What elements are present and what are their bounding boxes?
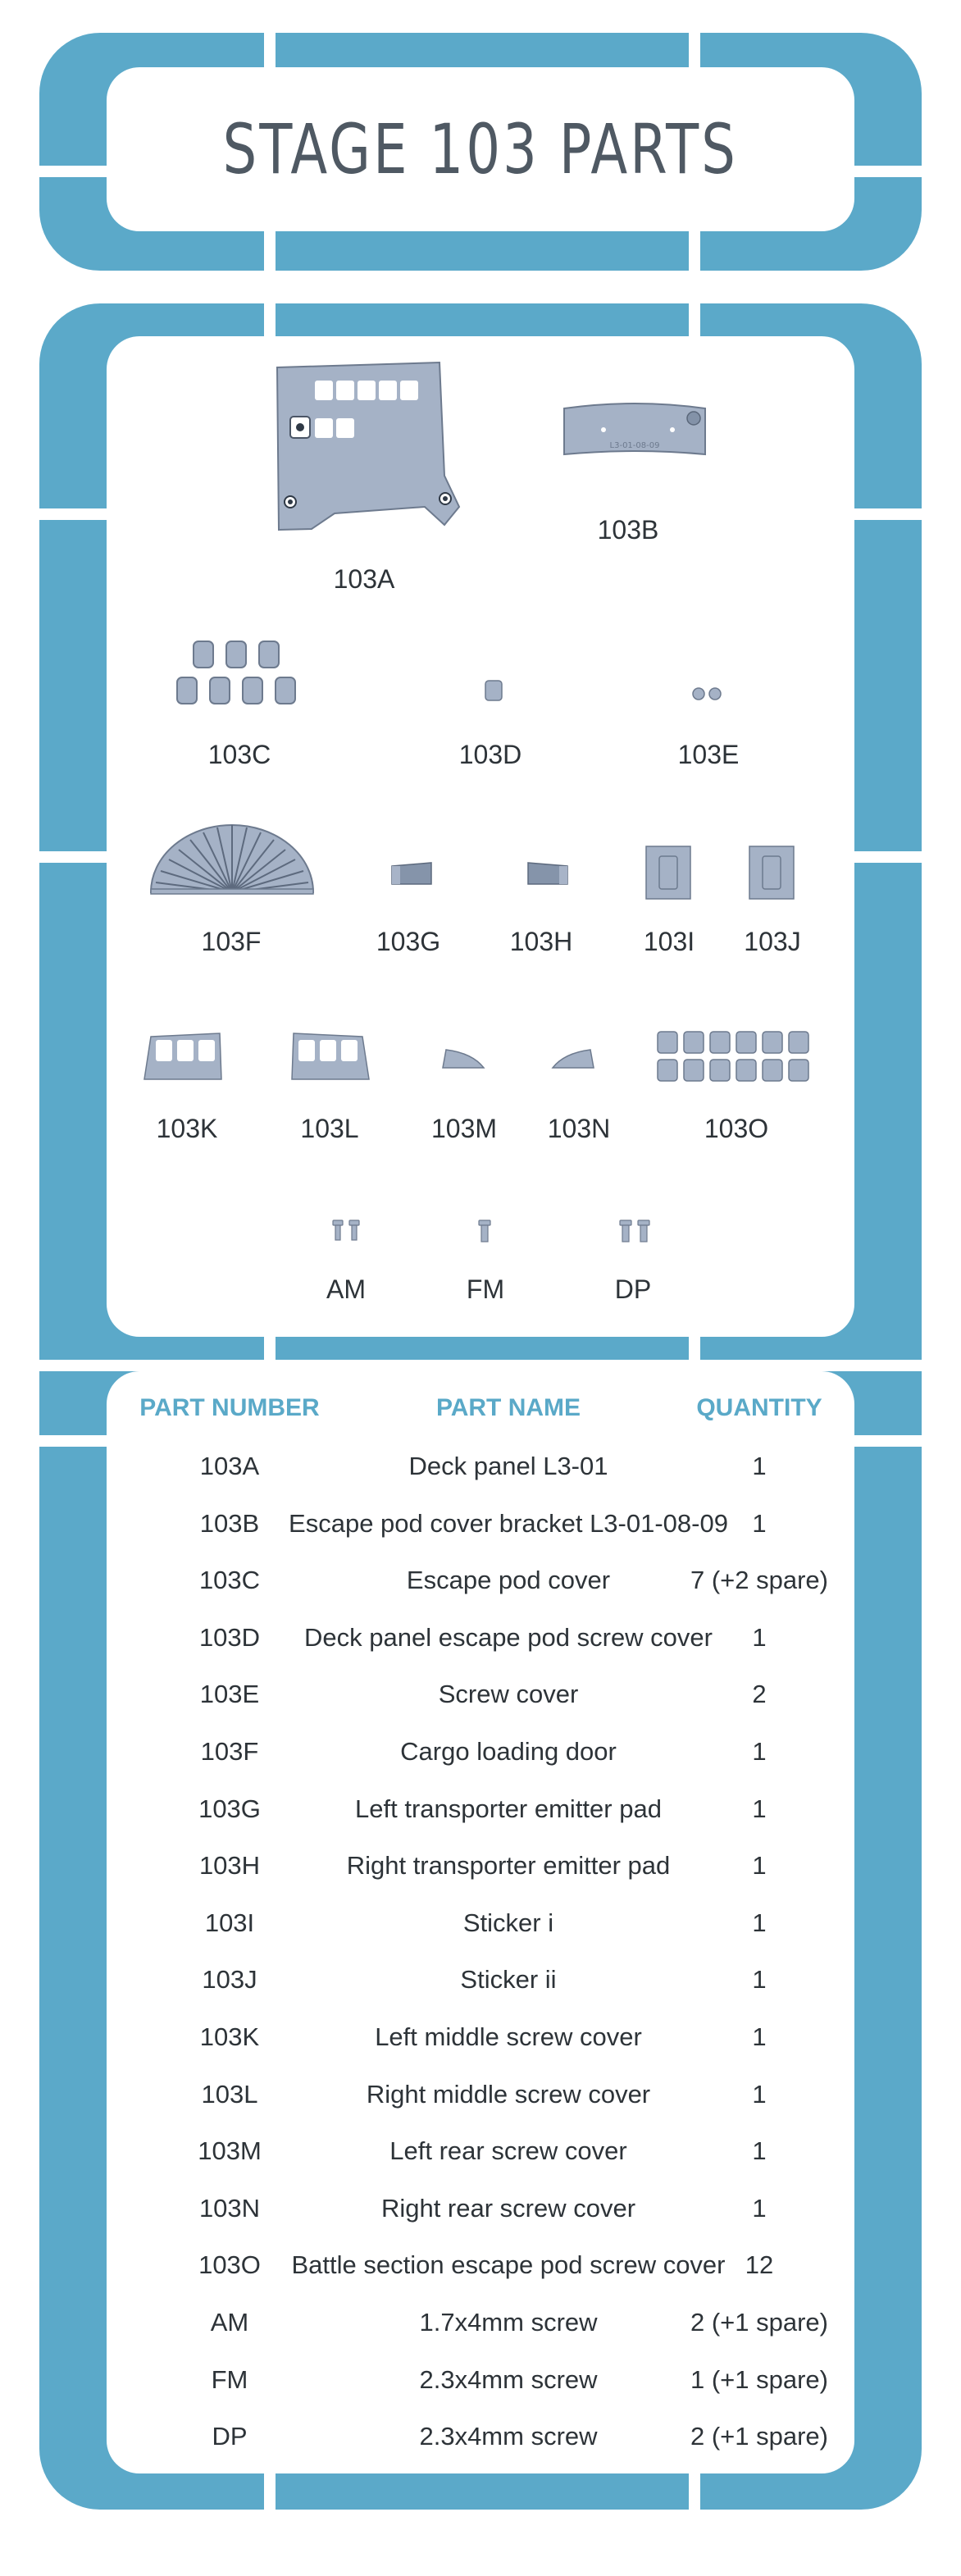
cell-part-number: 103A — [199, 1452, 260, 1480]
frame-divider — [39, 1360, 922, 1371]
part-103K-image — [143, 1032, 225, 1083]
part-103C-image — [174, 640, 307, 709]
cell-part-number: 103B — [199, 1509, 260, 1538]
part-label: 103O — [704, 1114, 769, 1143]
cell-quantity: 2 (+1 spare) — [690, 2308, 829, 2337]
cell-part-number: 103C — [198, 1566, 261, 1594]
cell-quantity: 1 — [752, 1908, 767, 1937]
cell-quantity: 2 (+1 spare) — [690, 2422, 829, 2451]
cell-quantity: 1 — [752, 1851, 767, 1880]
part-label: 103C — [207, 740, 271, 769]
part-AM-image — [330, 1219, 362, 1242]
cell-quantity: 1 — [752, 1965, 767, 1994]
cell-part-name: Sticker i — [462, 1908, 554, 1937]
part-label: 103I — [643, 927, 695, 956]
cell-part-name: Deck panel escape pod screw cover — [304, 1623, 713, 1652]
cell-part-name: Escape pod cover — [406, 1566, 611, 1594]
part-DP-image — [617, 1219, 653, 1243]
cell-part-number: 103K — [199, 2022, 260, 2051]
cell-part-name: Right rear screw cover — [380, 2194, 636, 2223]
part-label: 103M — [430, 1114, 498, 1143]
cell-quantity: 12 — [745, 2250, 774, 2279]
table-row — [0, 1450, 961, 1507]
title-panel — [107, 67, 854, 231]
cell-part-name: Deck panel L3-01 — [408, 1452, 608, 1480]
part-label: 103A — [333, 564, 395, 594]
table-row — [0, 2021, 961, 2078]
part-103D-image — [484, 679, 503, 702]
table-row — [0, 1849, 961, 1907]
table-row — [0, 2078, 961, 2136]
table-row — [0, 2192, 961, 2250]
cell-quantity: 1 — [752, 1509, 767, 1538]
part-label: AM — [326, 1274, 366, 1304]
cell-part-number: 103L — [201, 2080, 258, 2109]
part-label: 103K — [156, 1114, 218, 1143]
cell-part-number: 103F — [200, 1737, 259, 1766]
part-label: DP — [614, 1274, 652, 1304]
part-label: 103F — [201, 927, 262, 956]
cell-quantity: 1 — [752, 2080, 767, 2109]
part-label: 103H — [509, 927, 573, 956]
part-label: FM — [466, 1274, 505, 1304]
cell-part-name: Left transporter emitter pad — [355, 1794, 662, 1823]
table-row — [0, 2364, 961, 2421]
cell-part-number: 103N — [198, 2194, 261, 2223]
table-row — [0, 2135, 961, 2192]
part-103I-image — [644, 845, 692, 900]
title-frame — [39, 33, 922, 271]
table-row — [0, 1678, 961, 1735]
cell-part-name: Left middle screw cover — [375, 2022, 642, 2051]
table-row — [0, 2249, 961, 2306]
part-label: 103D — [458, 740, 522, 769]
page-title: STAGE 103 PARTS — [222, 109, 739, 189]
cell-part-number: 103O — [198, 2250, 261, 2279]
cell-part-name: 2.3x4mm screw — [419, 2365, 598, 2394]
cell-part-number: 103J — [202, 1965, 257, 1994]
part-103M-image — [440, 1048, 485, 1069]
part-label: 103E — [677, 740, 740, 769]
part-103G-image — [389, 859, 435, 887]
cell-part-name: Left rear screw cover — [389, 2136, 627, 2165]
cell-quantity: 7 (+2 spare) — [690, 1566, 829, 1594]
table-row — [0, 1907, 961, 1964]
table-row — [0, 2420, 961, 2478]
cell-quantity: 1 — [752, 2022, 767, 2051]
cell-part-name: Right middle screw cover — [366, 2080, 651, 2109]
table-row — [0, 2306, 961, 2364]
part-103E-image — [689, 686, 725, 702]
part-103B-image — [561, 402, 708, 461]
cell-quantity: 2 — [752, 1680, 767, 1708]
cell-quantity: 1 (+1 spare) — [690, 2365, 829, 2394]
cell-part-number: 103E — [199, 1680, 260, 1708]
part-103J-image — [748, 845, 795, 900]
part-103N-image — [551, 1048, 597, 1069]
column-header-part-number: PART NUMBER — [139, 1394, 320, 1421]
column-header-part-name: PART NAME — [435, 1394, 581, 1421]
part-103O-image — [656, 1030, 815, 1084]
cell-part-name: Screw cover — [438, 1680, 579, 1708]
part-103B-stamp: L3-01-08-09 — [609, 441, 660, 450]
table-row — [0, 1564, 961, 1621]
table-row — [0, 1507, 961, 1565]
cell-part-name: Cargo loading door — [400, 1737, 617, 1766]
part-label: 103J — [744, 927, 801, 956]
cell-part-number: 103G — [198, 1794, 261, 1823]
cell-quantity: 1 — [752, 2194, 767, 2223]
part-label: 103L — [300, 1114, 359, 1143]
cell-part-name: 2.3x4mm screw — [419, 2422, 598, 2451]
part-103L-image — [289, 1032, 371, 1083]
cell-part-number: FM — [211, 2365, 248, 2394]
table-row — [0, 1963, 961, 2021]
cell-quantity: 1 — [752, 2136, 767, 2165]
cell-part-name: Sticker ii — [460, 1965, 557, 1994]
table-row — [0, 1735, 961, 1793]
cell-part-number: AM — [210, 2308, 249, 2337]
part-label: 103G — [376, 927, 441, 956]
part-103F-image — [148, 822, 317, 896]
part-label: 103B — [597, 515, 659, 545]
cell-part-name: Battle section escape pod screw cover — [291, 2250, 726, 2279]
cell-part-name: Right transporter emitter pad — [346, 1851, 671, 1880]
table-row — [0, 1793, 961, 1850]
cell-quantity: 1 — [752, 1623, 767, 1652]
cell-part-number: 103I — [204, 1908, 255, 1937]
cell-part-number: 103D — [198, 1623, 261, 1652]
cell-part-number: DP — [212, 2422, 248, 2451]
cell-part-number: 103H — [198, 1851, 261, 1880]
cell-part-name: Escape pod cover bracket L3-01-08-09 — [289, 1509, 728, 1538]
table-row — [0, 1621, 961, 1679]
cell-quantity: 1 — [752, 1452, 767, 1480]
cell-part-number: 103M — [198, 2136, 262, 2165]
cell-quantity: 1 — [752, 1737, 767, 1766]
part-103H-image — [525, 859, 571, 887]
part-103A-image — [269, 361, 466, 533]
cell-part-name: 1.7x4mm screw — [419, 2308, 598, 2337]
part-FM-image — [476, 1219, 494, 1243]
column-header-quantity: QUANTITY — [696, 1394, 822, 1421]
cell-quantity: 1 — [752, 1794, 767, 1823]
part-label: 103N — [547, 1114, 611, 1143]
